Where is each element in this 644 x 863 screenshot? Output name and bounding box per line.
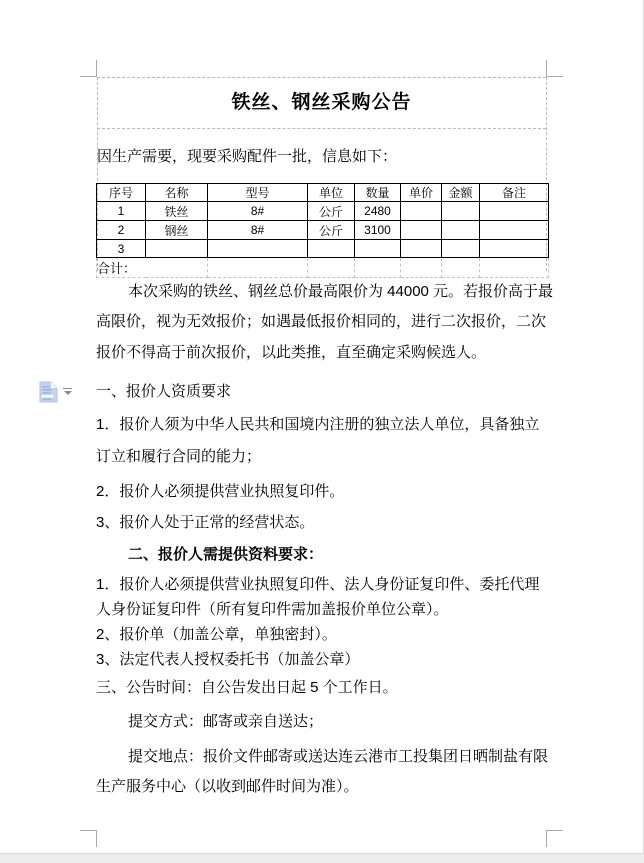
- body-line: 1．报价人必须提供营业执照复印件、法人身份证复印件、委托代理: [96, 576, 540, 593]
- body-line: 2、报价单（加盖公章，单独密封）。: [96, 626, 337, 643]
- table-cell: [355, 240, 401, 258]
- body-line: 生产服务中心（以收到邮件时间为准）。: [96, 778, 359, 795]
- table-cell: 8#: [208, 202, 308, 221]
- table-cell: 2: [97, 221, 146, 240]
- table-cell: [355, 258, 401, 278]
- table-cell: [208, 240, 308, 258]
- table-cell: [442, 221, 480, 240]
- body-line: 提交地点：报价文件邮寄或送达连云港市工投集团日晒制盐有限: [128, 748, 549, 765]
- crop-mark-top-left: [80, 60, 97, 77]
- table-cell: [442, 240, 480, 258]
- table-cell: [208, 258, 308, 278]
- chevron-down-icon[interactable]: [63, 388, 72, 389]
- table-cell: [480, 202, 549, 221]
- text-boundary-top: [97, 77, 546, 78]
- table-cell: [480, 221, 549, 240]
- crop-mark-top-right: [546, 60, 563, 77]
- body-line: 本次采购的铁丝、钢丝总价最高限价为 44000 元。若报价高于最: [128, 283, 554, 300]
- table-cell: 1: [97, 202, 146, 221]
- col-header: 单位: [308, 184, 355, 202]
- body-line: 3、报价人处于正常的经营状态。: [96, 514, 315, 531]
- intro-line: 因生产需要，现要采购配件一批，信息如下：: [97, 148, 398, 165]
- paste-options-icon: [39, 381, 59, 403]
- document-title: 铁丝、钢丝采购公告: [231, 92, 412, 113]
- paste-options-button[interactable]: [39, 381, 75, 405]
- table-row: [97, 240, 549, 258]
- body-line: 订立和履行合同的能力；: [96, 448, 262, 465]
- body-line: 高限价，视为无效报价；如遇最低报价相同的，进行二次报价，二次: [96, 313, 547, 330]
- total-label: 合计：: [97, 258, 208, 278]
- col-header: 单价: [401, 184, 442, 202]
- table-cell: [442, 202, 480, 221]
- table-cell: [480, 258, 549, 278]
- table-row: [97, 202, 549, 221]
- table-cell: [401, 258, 442, 278]
- items-table[interactable]: [96, 183, 549, 278]
- table-cell: 2480: [355, 202, 401, 221]
- col-header: 名称: [146, 184, 208, 202]
- table-cell: 钢丝: [146, 221, 208, 240]
- col-header: 序号: [97, 184, 146, 202]
- table-cell: [480, 240, 549, 258]
- table-cell: [401, 221, 442, 240]
- section-heading-3: 三、公告时间：自公告发出日起 5 个工作日。: [96, 679, 398, 696]
- table-cell: [442, 258, 480, 278]
- table-cell: 铁丝: [146, 202, 208, 221]
- body-line: 人身份证复印件（所有复印件需加盖报价单位公章）。: [96, 601, 449, 618]
- body-line: 报价不得高于前次报价，以此类推，直至确定采购候选人。: [96, 344, 487, 361]
- table-cell: 3100: [355, 221, 401, 240]
- table-cell: 3: [97, 240, 146, 258]
- col-header: 数量: [355, 184, 401, 202]
- body-line: 2．报价人必须提供营业执照复印件。: [96, 483, 345, 500]
- table-cell: 8#: [208, 221, 308, 240]
- table-cell: 公斤: [308, 202, 355, 221]
- section-heading-1: 一、报价人资质要求: [96, 383, 232, 400]
- body-line: 1．报价人须为中华人民共和国境内注册的独立法人单位，具备独立: [96, 416, 540, 433]
- body-line: 3、法定代表人授权委托书（加盖公章）: [96, 651, 360, 668]
- table-cell: [308, 258, 355, 278]
- table-cell: 公斤: [308, 221, 355, 240]
- table-cell: [308, 240, 355, 258]
- table-cell: [146, 240, 208, 258]
- text-boundary-below-title: [97, 128, 546, 129]
- page-bottom-edge: [0, 853, 644, 863]
- crop-mark-bottom-right: [546, 830, 563, 847]
- col-header: 金额: [442, 184, 480, 202]
- col-header: 型号: [208, 184, 308, 202]
- table-header-row: [97, 184, 549, 202]
- body-line: 提交方式：邮寄或亲自送达；: [128, 713, 324, 730]
- chevron-down-icon[interactable]: [64, 391, 72, 395]
- table-cell: [401, 240, 442, 258]
- col-header: 备注: [480, 184, 549, 202]
- crop-mark-bottom-left: [80, 830, 97, 847]
- table-row: [97, 221, 549, 240]
- table-cell: [401, 202, 442, 221]
- section-heading-2: 二、报价人需提供资料要求：: [128, 546, 324, 563]
- table-total-row: [97, 258, 549, 278]
